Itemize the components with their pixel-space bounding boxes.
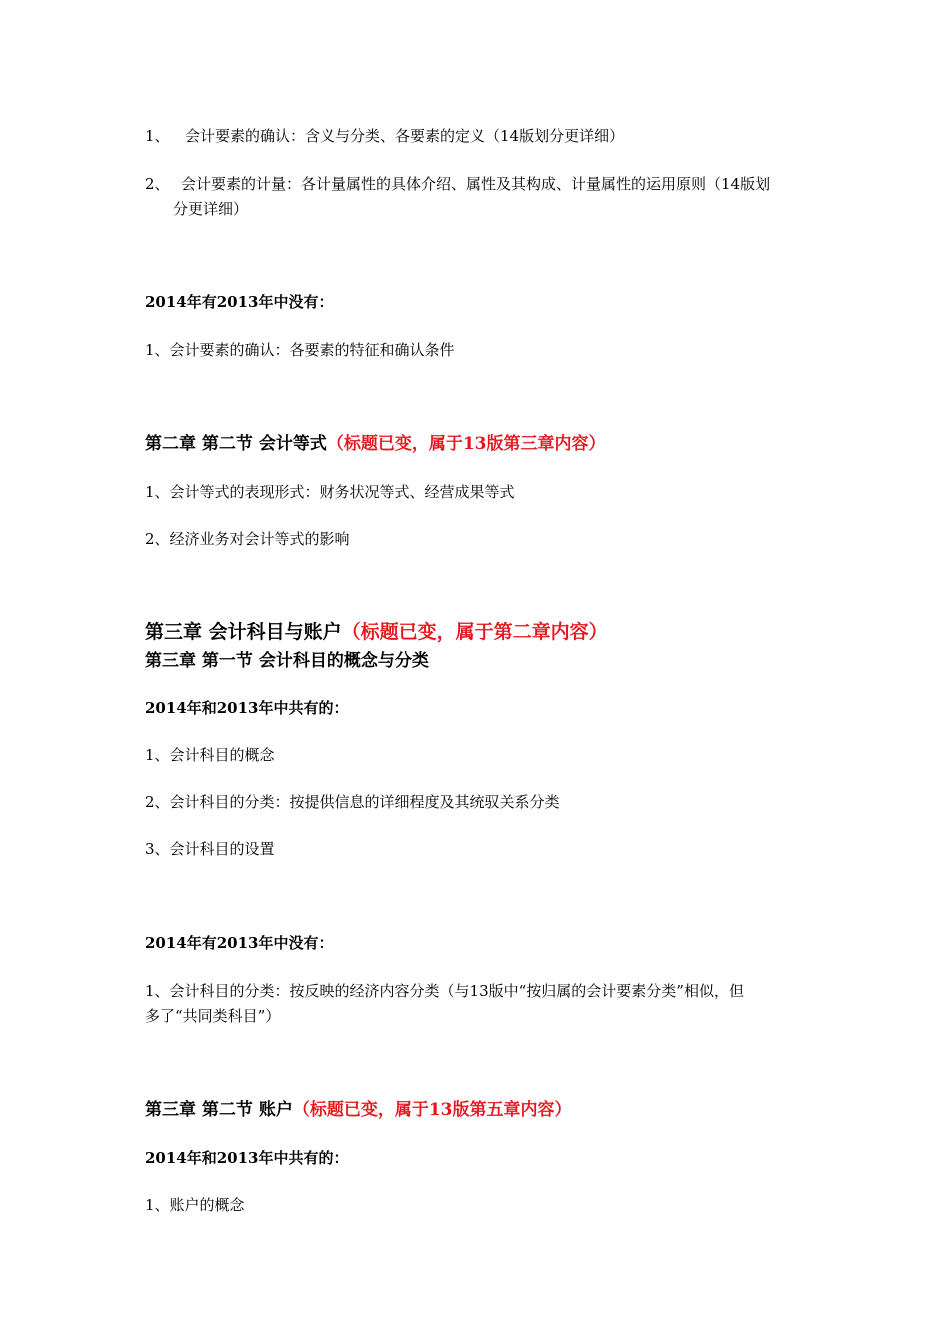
section-heading bbox=[145, 1099, 572, 1121]
list-number: 2、 bbox=[145, 175, 170, 193]
subheading: 2014年有2013年中没有： bbox=[145, 293, 334, 311]
list-item: 1、会计等式的表现形式：财务状况等式、经营成果等式 bbox=[145, 483, 515, 501]
list-item: 3、会计科目的设置 bbox=[145, 840, 275, 858]
list-item: 2、经济业务对会计等式的影响 bbox=[145, 530, 350, 548]
list-item bbox=[145, 173, 770, 195]
heading-text: 第三章 第二节 账户 bbox=[145, 1100, 293, 1120]
list-item bbox=[145, 125, 624, 147]
subheading: 2014年有2013年中没有： bbox=[145, 934, 334, 952]
list-item: 1、会计科目的概念 bbox=[145, 746, 275, 764]
heading-note: （标题已变，属于13版第五章内容） bbox=[292, 1100, 572, 1120]
list-item: 1、会计要素的确认：各要素的特征和确认条件 bbox=[145, 341, 455, 359]
heading-text: 第三章 会计科目与账户 bbox=[145, 621, 342, 643]
list-item: 2、会计科目的分类：按提供信息的详细程度及其统驭关系分类 bbox=[145, 793, 560, 811]
section-heading bbox=[145, 433, 606, 455]
list-item: 1、账户的概念 bbox=[145, 1196, 245, 1214]
heading-note: （标题已变，属于13版第三章内容） bbox=[326, 434, 606, 454]
list-item-continuation: 分更详细） bbox=[173, 200, 249, 218]
list-number: 1、 bbox=[145, 127, 170, 145]
heading-note: （标题已变，属于第二章内容） bbox=[341, 621, 608, 643]
list-text: 会计要素的计量：各计量属性的具体介绍、属性及其构成、计量属性的运用原则（14版划 bbox=[181, 175, 771, 193]
list-item-continuation: 多了“共同类科目”） bbox=[145, 1007, 281, 1025]
heading-text: 第二章 第二节 会计等式 bbox=[145, 434, 327, 454]
list-text: 会计要素的确认：含义与分类、各要素的定义（14版划分更详细） bbox=[185, 127, 625, 145]
subheading: 2014年和2013年中共有的： bbox=[145, 699, 349, 717]
section-heading: 第三章 第一节 会计科目的概念与分类 bbox=[145, 651, 429, 671]
list-item: 1、会计科目的分类：按反映的经济内容分类（与13版中“按归属的会计要素分类”相似，但 bbox=[145, 982, 744, 1000]
chapter-heading bbox=[145, 621, 608, 643]
subheading: 2014年和2013年中共有的： bbox=[145, 1149, 349, 1167]
